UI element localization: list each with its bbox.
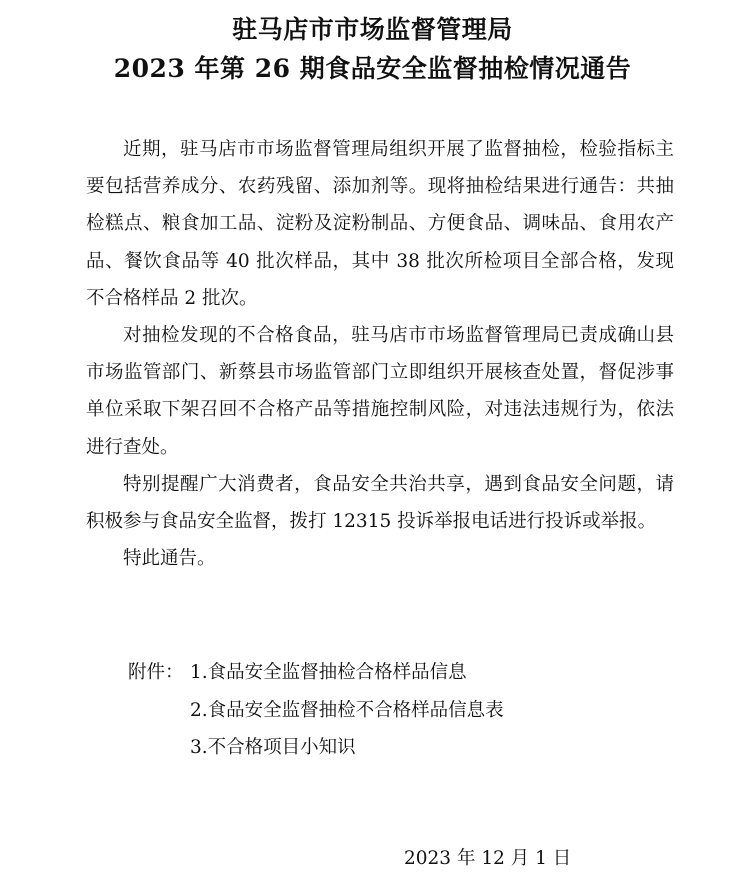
attachment-item-1[interactable]: 1.食品安全监督抽检合格样品信息 bbox=[190, 662, 467, 683]
page-title: 驻马店市市场监督管理局 bbox=[232, 15, 513, 44]
paragraph-closing: 特此通告。 bbox=[123, 548, 216, 570]
notice-body bbox=[86, 131, 674, 577]
attachments-list bbox=[128, 654, 504, 767]
attachments-label: 附件： bbox=[128, 662, 184, 683]
page-subtitle: 2023 年第 26 期食品安全监督抽检情况通告 bbox=[113, 54, 632, 83]
paragraph-intro: 近期，驻马店市市场监督管理局组织开展了监督抽检，检验指标主要包括营养成分、农药残留、添加剂等。现将抽检结果进行通告：共抽检糕点、粮食加工品、淀粉及淀粉制品、方便食品、调味品、食用农产品、餐饮食品等 40 批次样品，其中 38 批次所检项目全部合格，发现不合格样品 2 批次。 bbox=[86, 139, 674, 309]
notice-date: 2023 年 12 月 1 日 bbox=[404, 848, 572, 869]
paragraph-disposal: 对抽检发现的不合格食品，驻马店市市场监督管理局已责成确山县市场监管部门、新蔡县市场监管部门立即组织开展核查处置，督促涉事单位采取下架召回不合格产品等措施控制风险，对违法违规行为，依法进行查处。 bbox=[86, 325, 674, 458]
attachment-item-2[interactable]: 2.食品安全监督抽检不合格样品信息表 bbox=[190, 699, 504, 721]
paragraph-reminder: 特别提醒广大消费者，食品安全共治共享，遇到食品安全问题，请积极参与食品安全监督，拨打 12315 投诉举报电话进行投诉或举报。 bbox=[86, 473, 674, 533]
attachment-item-3[interactable]: 3.不合格项目小知识 bbox=[190, 737, 356, 758]
